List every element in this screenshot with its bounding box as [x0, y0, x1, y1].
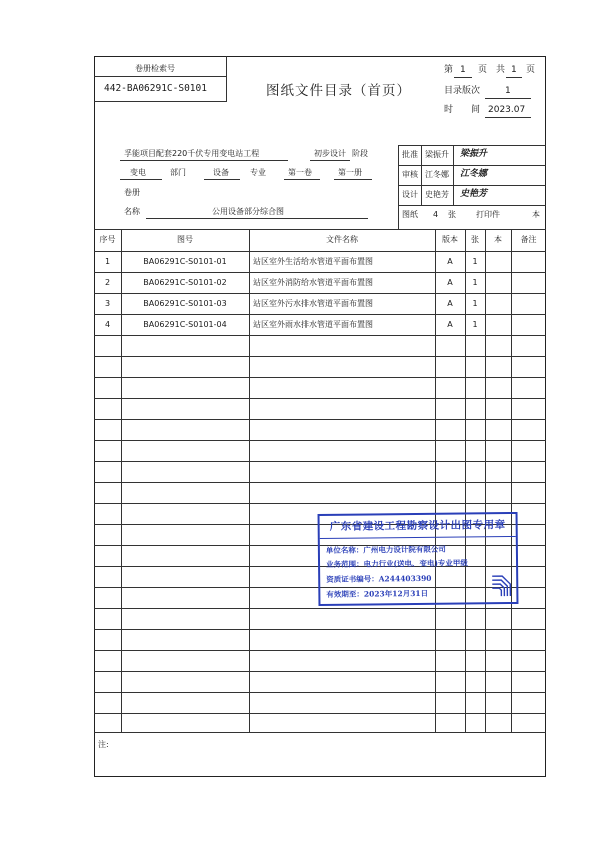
table-row-3-name: 站区室外污水排水管道平面布置图: [253, 299, 373, 308]
drawings-count: 4: [433, 210, 439, 219]
note-label: 注:: [98, 740, 109, 749]
table-row-4-name: 站区室外雨水排水管道平面布置图: [253, 320, 373, 329]
col-header-sheets: 张: [471, 235, 479, 244]
volume-label-2: 名称: [124, 207, 140, 216]
index-box: [94, 56, 227, 102]
date-label: 时 间: [444, 105, 481, 115]
print-label: 打印件: [476, 210, 500, 219]
table-row-2-no: 2: [104, 278, 111, 287]
table-row-3-no: 3: [104, 299, 111, 308]
table-row-2-code: BA06291C-S0101-02: [143, 278, 227, 287]
table-row-line: [94, 482, 546, 483]
revision-label: 目录版次: [444, 86, 481, 96]
signature-review: 江冬娜: [460, 169, 488, 179]
table-row-2-name: 站区室外消防给水管道平面布置图: [253, 278, 373, 287]
table-row-line: [94, 419, 546, 420]
table-row-line: [94, 713, 546, 714]
table-row-4-code: BA06291C-S0101-04: [143, 320, 227, 329]
table-row-line: [94, 440, 546, 441]
volume: 第一卷: [288, 168, 312, 177]
table-row-1-code: BA06291C-S0101-01: [143, 257, 227, 266]
table-row-line: [94, 608, 546, 609]
table-row-line: [94, 461, 546, 462]
department: 变电: [130, 168, 146, 177]
table-row-4-version: A: [447, 320, 453, 329]
specialty: 设备: [213, 168, 229, 177]
col-header-copies: 本: [494, 235, 502, 244]
total-pages: 1: [511, 65, 517, 75]
index-label: 卷册检索号: [135, 64, 175, 73]
project-name: 孚能项目配套220千伏专用变电站工程: [124, 149, 260, 158]
col-header-name: 文件名称: [326, 235, 358, 244]
signature-approve: 梁振升: [460, 149, 488, 159]
page-unit: 页: [478, 65, 488, 75]
table-row-line: [94, 272, 546, 273]
col-header-code: 图号: [177, 235, 193, 244]
table-row-line: [94, 650, 546, 651]
col-header-version: 版本: [442, 235, 458, 244]
table-row-1-name: 站区室外生活给水管道平面布置图: [253, 257, 373, 266]
table-row-line: [94, 503, 546, 504]
table-row-line: [94, 398, 546, 399]
stamp-title: 广东省建设工程勘察设计出图专用章: [320, 514, 516, 539]
print-unit: 本: [532, 210, 540, 219]
stamp-line-1: 单位名称：广州电力设计院有限公司: [325, 544, 446, 555]
signoff-role-review: 审核: [402, 170, 418, 179]
specialty-suffix: 专业: [250, 168, 266, 177]
stamp-line-2: 业务范围：电力行业(送电、变电)专业甲级: [326, 558, 468, 569]
table-row-line: [94, 335, 546, 336]
page-prefix: 第: [444, 65, 454, 75]
table-row-2-sheets: 1: [472, 278, 478, 287]
stamp-line-3: 资质证书编号：A244403390: [326, 573, 432, 584]
date-value: 2023.07: [488, 105, 526, 115]
table-row-1-version: A: [447, 257, 453, 266]
table-row-1-sheets: 1: [472, 257, 478, 266]
table-row-line: [94, 671, 546, 672]
project-stage: 初步设计: [314, 149, 346, 158]
total-unit: 页: [526, 65, 536, 75]
stamp-line-4: 有效期至：2023年12月31日: [326, 588, 429, 599]
signature-design: 史艳芳: [460, 189, 488, 199]
table-row-line: [94, 314, 546, 315]
col-header-remark: 备注: [520, 235, 537, 244]
table-row-line: [94, 629, 546, 630]
volume-name: 公用设备部分综合图: [212, 207, 284, 216]
table-row-4-no: 4: [104, 320, 111, 329]
design-seal-stamp: [318, 512, 519, 606]
page-number: 1: [460, 65, 466, 75]
signoff-role-design: 设计: [402, 190, 418, 199]
signoff-role-approve: 批准: [402, 150, 418, 159]
volume-label-1: 卷册: [124, 188, 140, 197]
total-prefix: 共: [496, 65, 506, 75]
page-title: 图纸文件目录（首页）: [266, 83, 411, 99]
stamp-emblem-icon: [490, 572, 512, 598]
table-row-line: [94, 356, 546, 357]
table-row-2-version: A: [447, 278, 453, 287]
signoff-name-review: 江冬娜: [425, 170, 449, 179]
project-stage-suffix: 阶段: [352, 149, 368, 158]
signoff-name-design: 史艳芳: [425, 190, 449, 199]
index-number: 442-BA06291C-S0101: [104, 83, 207, 94]
col-header-no: 序号: [99, 235, 116, 244]
table-row-3-sheets: 1: [472, 299, 478, 308]
table-row-line: [94, 692, 546, 693]
table-row-line: [94, 377, 546, 378]
drawings-unit: 张: [448, 210, 456, 219]
revision-value: 1: [505, 86, 511, 96]
table-row-1-no: 1: [104, 257, 111, 266]
signoff-name-approve: 梁振升: [425, 150, 449, 159]
table-row-4-sheets: 1: [472, 320, 478, 329]
department-suffix: 部门: [170, 168, 186, 177]
table-row-line: [94, 293, 546, 294]
book: 第一册: [338, 168, 362, 177]
table-row-3-version: A: [447, 299, 453, 308]
table-row-3-code: BA06291C-S0101-03: [143, 299, 227, 308]
drawings-label: 图纸: [402, 210, 418, 219]
